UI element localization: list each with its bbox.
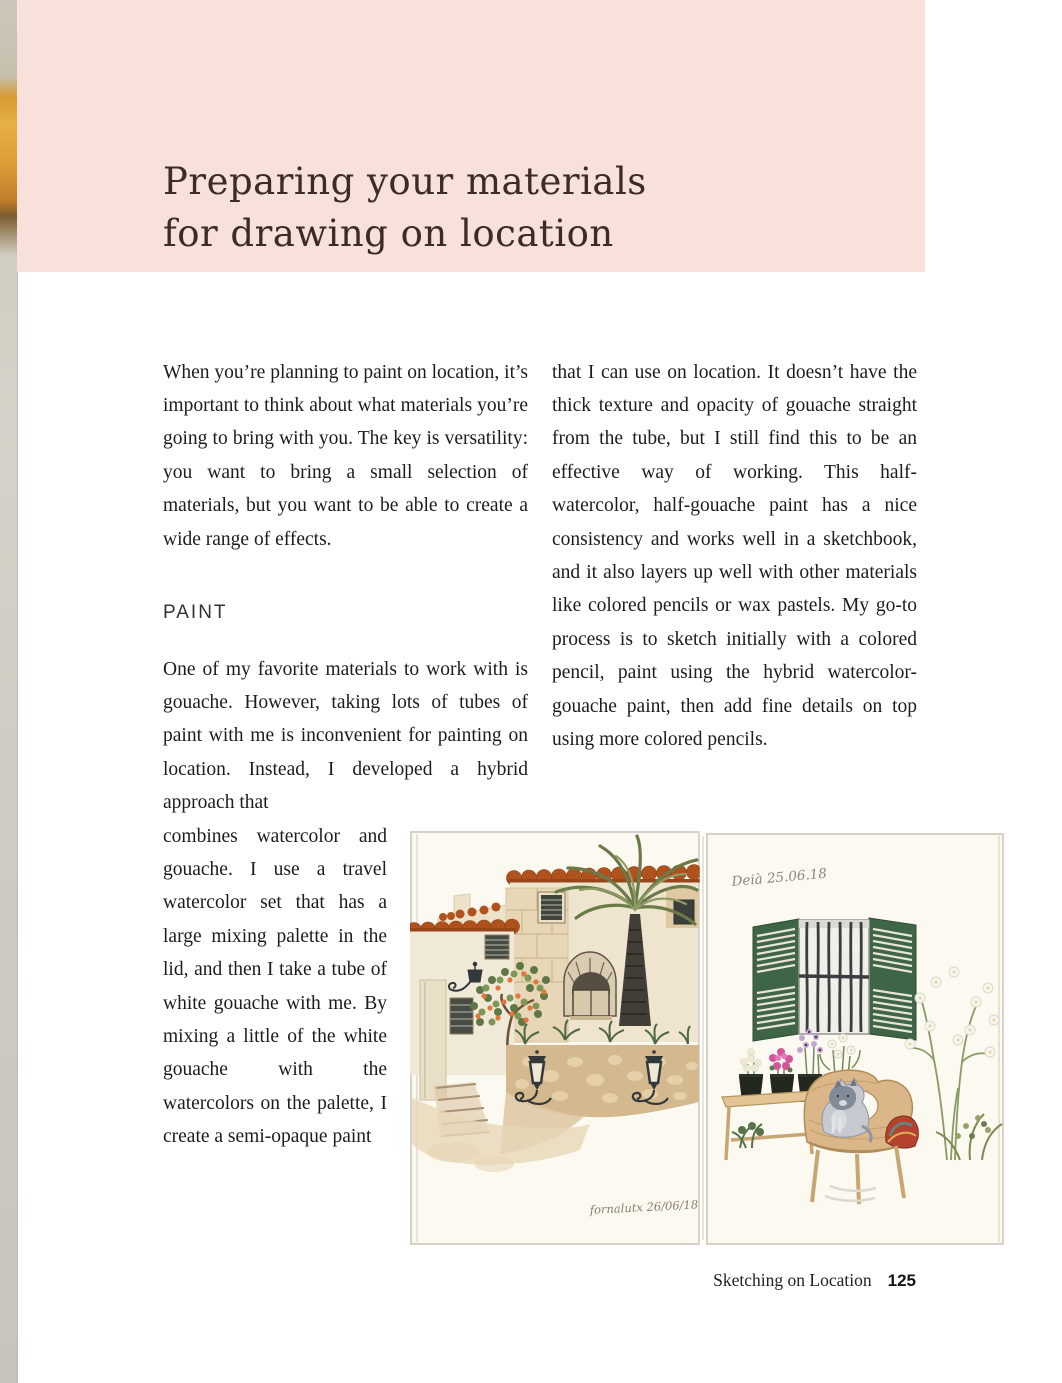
arched-doorway [564,952,616,1020]
title-line-1: Preparing your materials [163,160,647,203]
running-title: Sketching on Location [713,1270,872,1290]
green-shuttered-window [753,918,916,1041]
sketchbook-illustration [410,830,1008,1247]
title-line-2: for drawing on location [163,212,614,255]
page-edge-photo-strip [0,0,18,1383]
page-number: 125 [887,1271,916,1290]
intro-paragraph: When you’re planning to paint on location, it’s important to think about what materials you’re going to bring with you. The key is versatility: you want to bring a small selection of materials, but you want to be able to create a wide range of effects. [163,361,529,550]
chapter-header-banner [17,0,925,272]
paint-paragraph-wide: One of my favorite materials to work with is gouache. However, taking lots of tubes of paint with me is inconvenient for painting on location. Instead, I developed a hybrid approach that [163,658,528,814]
sketch-right-page-deia [707,834,1003,1244]
sketch-caption-left: fornalutx 26/06/18 [589,1197,699,1217]
page-title [163,156,647,260]
right-column-paragraph: that I can use on location. It doesn’t have the thick texture and opacity of gouache straight from the tube, but I still find this to be an effective way of working. This half-watercolor, half-gouache paint has a nice consistency and works well in a sketchbook, and it also layers up well with other materials like colored pencils or wax pastels. My go-to process is to sketch initially with a colored pencil, paint using the hybrid watercolor-gouache paint, then add fine details on top using more colored pencils. [552,361,917,750]
section-heading-paint: PAINT [163,602,228,623]
sketch-caption-right: Deià 25.06.18 [730,865,828,890]
sketchbook-spread [410,830,1008,1247]
page-footer [516,1270,916,1291]
paint-paragraph-narrow: combines watercolor and gouache. I use a travel watercolor set that has a large mixing palette in the lid, and then I take a tube of white gouache with me. By mixing a little of the white gouache with the watercolors on the palette, I create a semi-opaque paint [163,825,387,1148]
sketch-left-page-fornalutx [410,832,702,1244]
